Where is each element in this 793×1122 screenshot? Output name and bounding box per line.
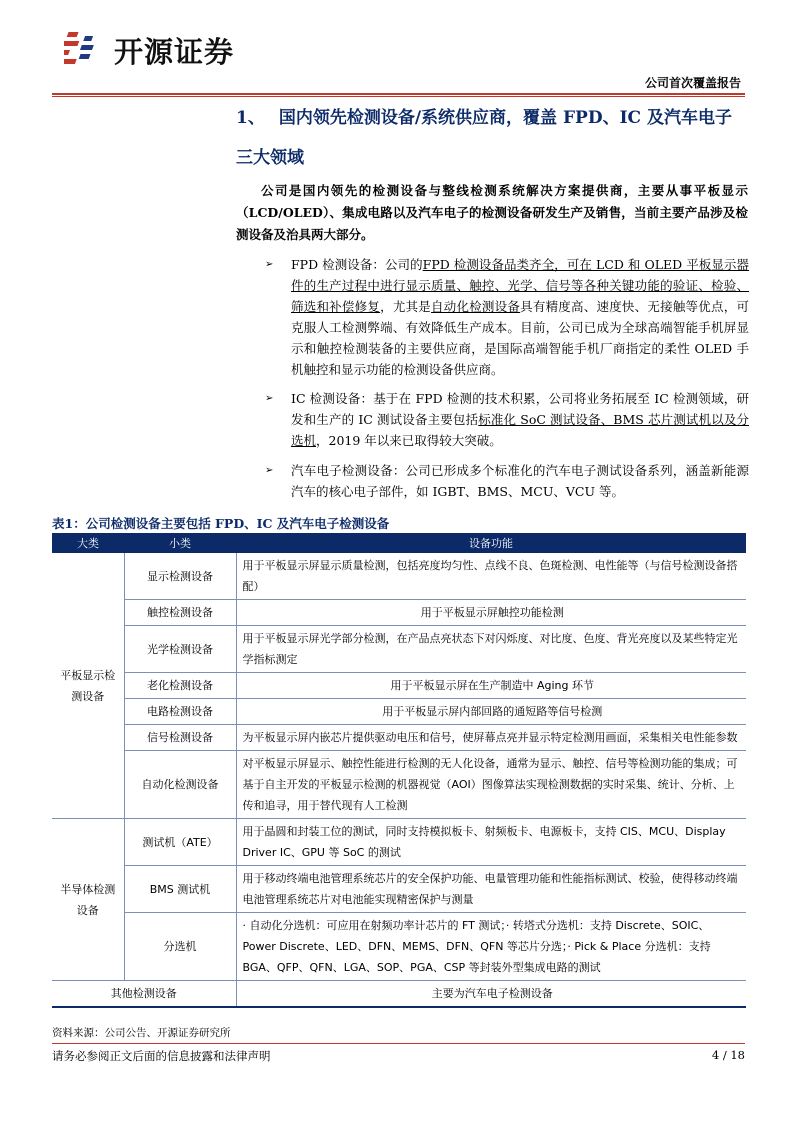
bullet-fpd xyxy=(265,254,749,380)
col-header-function: 设备功能 xyxy=(236,533,746,553)
bullet-text: IC 检测设备：基于在 FPD 检测的技术积累，公司将业务拓展至 IC 检测领域，研发和生产的 IC 测试设备主要包括 xyxy=(291,391,749,427)
function-cell: 用于移动终端电池管理系统芯片的安全保护功能、电量管理功能和性能指标测试、校验，使得移动终端电池管理系统芯片对电池能实现精密保护与测量 xyxy=(236,866,746,913)
subcategory-cell: 光学检测设备 xyxy=(124,626,236,673)
category-cell: 半导体检测设备 xyxy=(52,819,124,981)
bullet-underline: 标准化 SoC 测试设备、BMS 芯片测试机以及分选机 xyxy=(291,412,749,448)
function-cell: 用于平板显示屏显示质量检测，包括亮度均匀性、点线不良、色斑检测、电性能等（与信号检测设备搭配） xyxy=(236,553,746,600)
report-type: 公司首次覆盖报告 xyxy=(644,76,741,90)
arrow-icon: ➢ xyxy=(265,465,274,476)
table-row xyxy=(52,913,746,981)
table-row xyxy=(52,600,746,626)
subcategory-cell: 触控检测设备 xyxy=(124,600,236,626)
section-number: 1、 xyxy=(236,108,265,128)
col-header-subcategory: 小类 xyxy=(124,533,236,553)
function-cell: 用于晶圆和封装工位的测试，同时支持模拟板卡、射频板卡、电源板卡，支持 CIS、MCU、Display Driver IC、GPU 等 SoC 的测试 xyxy=(236,819,746,866)
bullet-text: 汽车电子检测设备：公司已形成多个标准化的汽车电子测试设备系列，涵盖新能源汽车的核心电子部件，如 IGBT、BMS、MCU、VCU 等。 xyxy=(291,463,749,499)
table-row xyxy=(52,819,746,866)
page-number: 4 / 18 xyxy=(711,1048,745,1062)
subcategory-cell: 自动化检测设备 xyxy=(124,751,236,819)
bullet-text: ，2019 年以来已取得较大突破。 xyxy=(316,433,502,448)
function-cell: 用于平板显示屏在生产制造中 Aging 环节 xyxy=(236,673,746,699)
table-row xyxy=(52,673,746,699)
subcategory-cell: 电路检测设备 xyxy=(124,699,236,725)
equipment-table xyxy=(52,533,746,1008)
footer-divider xyxy=(52,1043,745,1044)
logo-icon xyxy=(64,28,108,72)
header-divider-thin xyxy=(52,96,745,97)
function-cell: 对平板显示屏显示、触控性能进行检测的无人化设备，通常为显示、触控、信号等检测功能的集成；可基于自主开发的平板显示检测的机器视觉（AOI）图像算法实现检测数据的实时采集、统计、分析、上传和追寻，用于替代现有人工检测 xyxy=(236,751,746,819)
table-header-row xyxy=(52,533,746,553)
header-divider xyxy=(52,93,745,95)
bullet-text: ，尤其是 xyxy=(380,299,432,314)
function-cell: · 自动化分选机：可应用在射频功率计芯片的 FT 测试；· 转塔式分选机：支持 Discrete、SOIC、Power Discrete、LED、DFN、MEMS、DFN、QFN 等芯片分选；· Pick & Place 分选机：支持 BGA、QFP、QFN、LGA、SOP、PGA、CSP 等封装外型集成电路的测试 xyxy=(236,913,746,981)
col-header-category: 大类 xyxy=(52,533,124,553)
bullet-auto xyxy=(265,460,749,502)
footer-disclaimer: 请务必参阅正文后面的信息披露和法律声明 xyxy=(52,1049,271,1063)
bullet-text: 具有精度高、速度快、无接触等优点，可克服人工检测弊端、有效降低生产成本。目前，公司已成为全球高端智能手机屏显示和触控检测装备的主要供应商，是国际高端智能手机厂商指定的柔性 OLED 手机触控和显示功能的检测设备供应商。 xyxy=(291,299,749,377)
section-heading xyxy=(236,98,756,138)
category-cell: 平板显示检测设备 xyxy=(52,553,124,819)
subcategory-cell: 老化检测设备 xyxy=(124,673,236,699)
table-row xyxy=(52,699,746,725)
subcategory-cell: 信号检测设备 xyxy=(124,725,236,751)
function-cell: 用于平板显示屏光学部分检测，在产品点亮状态下对闪烁度、对比度、色度、背光亮度以及某些特定光学指标测定 xyxy=(236,626,746,673)
function-cell: 用于平板显示屏触控功能检测 xyxy=(236,600,746,626)
arrow-icon: ➢ xyxy=(265,259,274,270)
bullet-text: FPD 检测设备：公司的 xyxy=(291,257,423,272)
function-cell: 用于平板显示屏内部回路的通短路等信号检测 xyxy=(236,699,746,725)
table-row xyxy=(52,725,746,751)
table-row xyxy=(52,751,746,819)
subcategory-cell: 测试机（ATE） xyxy=(124,819,236,866)
bullet-ic xyxy=(265,388,749,451)
subcategory-cell: 分选机 xyxy=(124,913,236,981)
arrow-icon: ➢ xyxy=(265,393,274,404)
section-title-line1: 国内领先检测设备/系统供应商，覆盖 FPD、IC 及汽车电子 xyxy=(278,108,732,128)
section-title-line2: 三大领域 xyxy=(236,148,304,168)
function-cell: 主要为汽车电子检测设备 xyxy=(236,981,746,1008)
table-row xyxy=(52,626,746,673)
brand-name: 开源证券 xyxy=(114,34,235,69)
table-row xyxy=(52,981,746,1008)
subcategory-cell: BMS 测试机 xyxy=(124,866,236,913)
source-note: 资料来源：公司公告、开源证券研究所 xyxy=(52,1027,231,1039)
bullet-underline: 自动化检测设备 xyxy=(431,299,521,314)
bullet-underline: FPD 检测设备品类齐全，可在 LCD 和 OLED 平板显示器件的生产过程中进行显示质量、触控、光学、信号等各种关键功能的验证、检验、筛选和补偿修复 xyxy=(291,257,749,314)
brand-logo xyxy=(64,28,234,72)
subcategory-cell: 显示检测设备 xyxy=(124,553,236,600)
table-row xyxy=(52,553,746,600)
function-cell: 为平板显示屏内嵌芯片提供驱动电压和信号，使屏幕点亮并显示特定检测用画面，采集相关电性能参数 xyxy=(236,725,746,751)
intro-paragraph: 公司是国内领先的检测设备与整线检测系统解决方案提供商，主要从事平板显示（LCD/OLED）、集成电路以及汽车电子的检测设备研发生产及销售，当前主要产品涉及检测设备及治具两大部分。 xyxy=(236,183,748,242)
other-category-cell: 其他检测设备 xyxy=(52,981,236,1008)
table-title: 表1：公司检测设备主要包括 FPD、IC 及汽车电子检测设备 xyxy=(52,516,390,531)
table-row xyxy=(52,866,746,913)
